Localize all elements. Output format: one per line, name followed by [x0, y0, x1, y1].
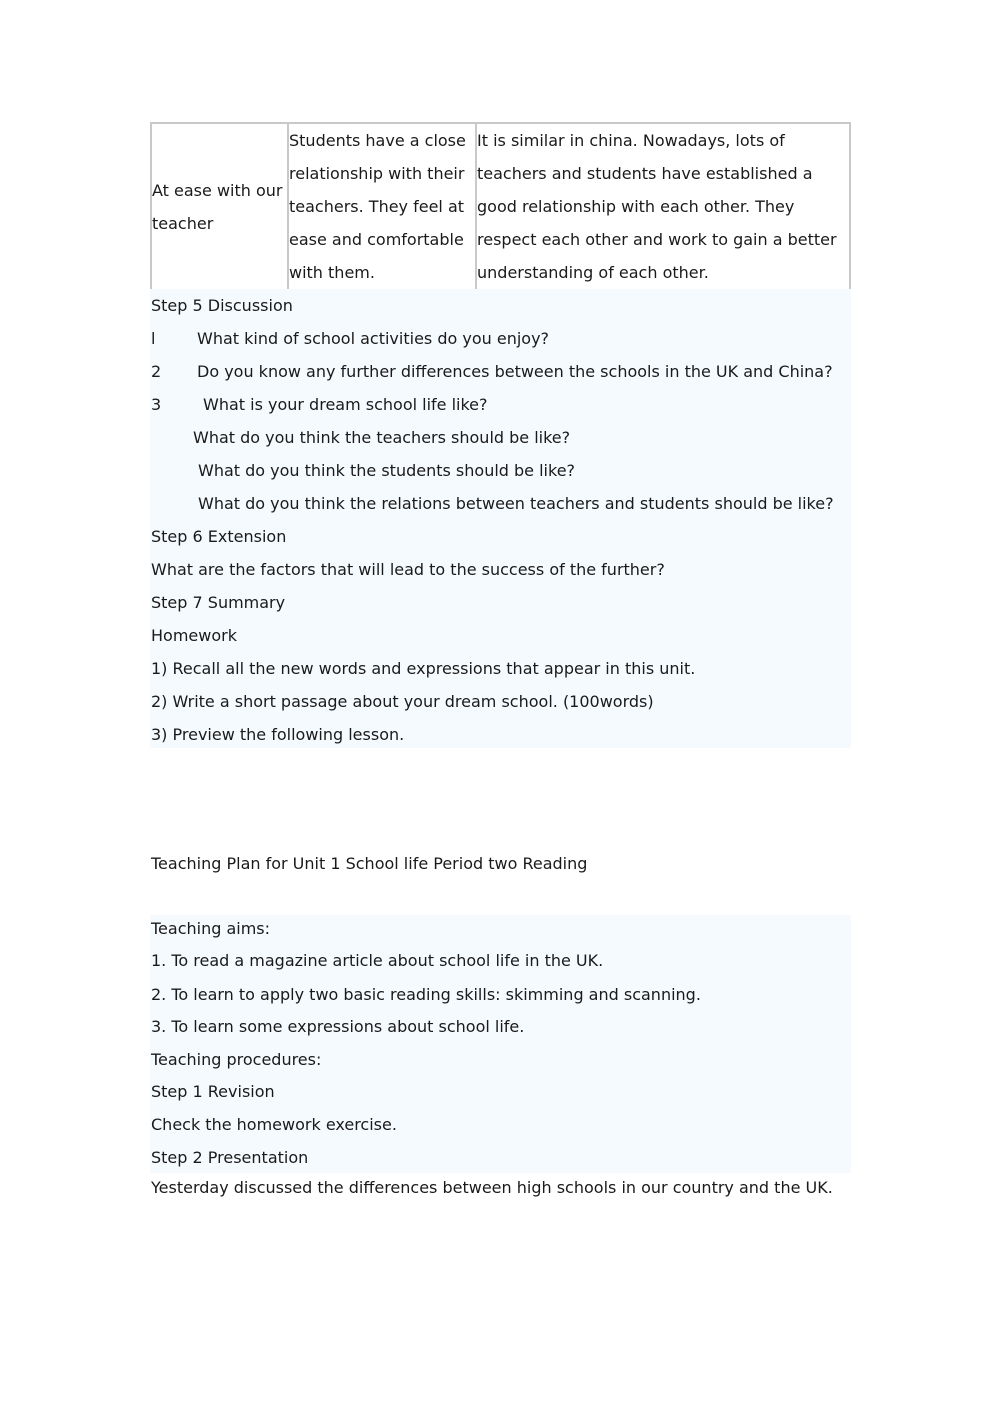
procedures-heading: Teaching procedures: [151, 1050, 322, 1069]
step1-heading: Step 1 Revision [151, 1082, 275, 1101]
sub-question-students: What do you think the students should be like? [198, 461, 576, 480]
step7-heading: Step 7 Summary [151, 593, 286, 612]
presentation-text: Yesterday discussed the differences between high schools in our country and the UK. [151, 1178, 833, 1197]
plan-title: Teaching Plan for Unit 1 School life Period two Reading [151, 854, 588, 873]
table-cell-china: It is similar in china. Nowadays, lots of teachers and students have established a good relationship with each other. They respect each other and work to gain a better understanding of each other. [476, 123, 850, 290]
discussion-question-1: What kind of school activities do you enjoy? [197, 329, 550, 348]
aim-item-1: 1. To read a magazine article about school life in the UK. [151, 951, 604, 970]
step5-heading: Step 5 Discussion [151, 296, 293, 315]
lesson-steps-block [150, 289, 851, 748]
list-number-2: 2 [151, 362, 162, 381]
table-cell-topic: At ease with our teacher [151, 123, 288, 290]
extension-question: What are the factors that will lead to the success of the further? [151, 560, 665, 579]
discussion-question-3: What is your dream school life like? [203, 395, 488, 414]
homework-item-1: 1) Recall all the new words and expressions that appear in this unit. [151, 659, 696, 678]
teaching-aims-heading: Teaching aims: [151, 919, 271, 938]
discussion-question-2: Do you know any further differences between the schools in the UK and China? [197, 362, 833, 381]
step2-heading: Step 2 Presentation [151, 1148, 309, 1167]
homework-item-3: 3) Preview the following lesson. [151, 725, 405, 744]
sub-question-relations: What do you think the relations between teachers and students should be like? [198, 494, 834, 513]
teaching-aims-block [150, 915, 851, 1173]
table-cell-uk: Students have a close relationship with their teachers. They feel at ease and comfortable with them. [288, 123, 476, 290]
aim-item-3: 3. To learn some expressions about school life. [151, 1017, 525, 1036]
sub-question-teachers: What do you think the teachers should be like? [193, 428, 571, 447]
step6-heading: Step 6 Extension [151, 527, 287, 546]
table-row [151, 123, 850, 290]
list-number-3: 3 [151, 395, 162, 414]
homework-item-2: 2) Write a short passage about your dream school. (100words) [151, 692, 654, 711]
homework-heading: Homework [151, 626, 237, 645]
step1-content: Check the homework exercise. [151, 1115, 397, 1134]
list-number-1: l [151, 329, 156, 348]
aim-item-2: 2. To learn to apply two basic reading skills: skimming and scanning. [151, 985, 701, 1004]
comparison-table [150, 122, 851, 291]
